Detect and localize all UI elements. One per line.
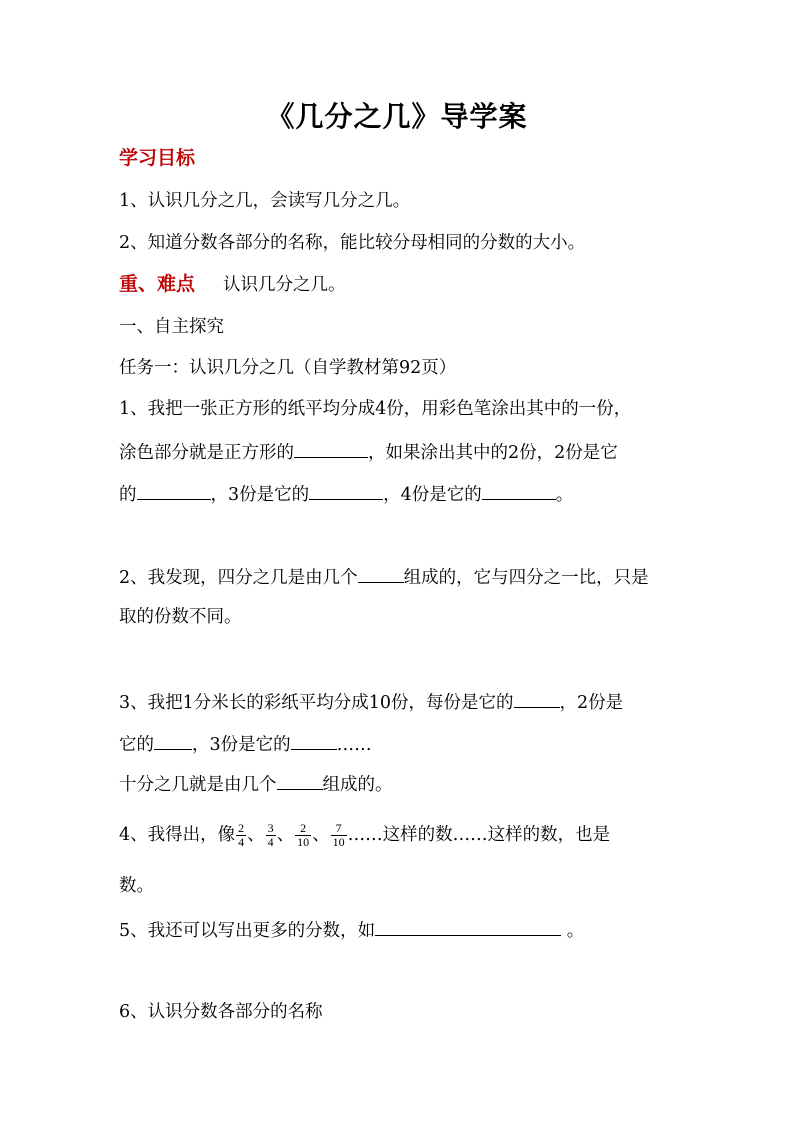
key-points-row [119,272,346,297]
q1-text: ，如果涂出其中的2份，2份是它 [368,443,618,463]
separator: 、 [312,825,330,845]
fraction [331,822,347,849]
objective-item-1: 1、认识几分之几，会读写几分之几。 [119,191,411,211]
q4-line-1 [119,820,610,850]
fraction-numerator: 7 [331,822,347,836]
answer-blank[interactable] [358,564,404,583]
page-title: 《几分之几》导学案 [266,100,528,133]
q3-text: ，2份是 [559,693,624,713]
answer-blank[interactable] [294,439,368,458]
q1-text: ，3份是它的 [210,485,310,505]
q1-line-2 [119,439,618,465]
answer-blank[interactable] [154,731,192,750]
answer-blank[interactable] [482,481,556,500]
q5-text: 5、我还可以写出更多的分数，如 [119,921,376,941]
q3-text: ，3份是它的 [192,735,291,755]
q3-text: 3、我把1分米长的彩纸平均分成10份，每份是它的 [119,693,514,713]
separator: 、 [276,825,295,845]
objective-item-2: 2、知道分数各部分的名称，能比较分母相同的分数的大小。 [119,233,586,253]
q6-heading: 6、认识分数各部分的名称 [119,1002,323,1022]
task-heading: 任务一：认识几分之几（自学教材第92页） [119,358,457,378]
q1-line-1: 1、我把一张正方形的纸平均分成4份，用彩色笔涂出其中的一份， [119,399,632,419]
q4-line-2: 数。 [119,876,154,896]
key-points-text: 认识几分之几。 [223,275,346,295]
q3-line-2 [119,731,372,757]
fraction [295,822,311,849]
answer-blank[interactable] [309,481,383,500]
q1-line-3 [119,481,573,507]
fraction-numerator: 2 [238,821,245,835]
q2-line-1 [119,564,649,590]
fraction-denominator: 10 [297,835,310,849]
q4-text: 4、我得出，像 [119,825,236,845]
q5-text: 。 [561,921,585,941]
q2-text: 组成的，它与四分之一比，只是 [403,568,649,588]
section-heading: 一、自主探究 [119,317,224,337]
q2-line-2: 取的份数不同。 [119,607,242,627]
q5-line [119,917,584,943]
fraction-denominator: 4 [267,835,274,849]
fraction [266,822,276,849]
separator: 、 [247,825,265,845]
fraction [236,822,246,849]
q3-text: 十分之几就是由几个 [119,775,277,795]
answer-blank[interactable] [291,731,337,750]
fraction-numerator: 3 [267,821,274,835]
answer-blank[interactable] [514,689,560,708]
fraction-denominator: 4 [238,835,245,849]
key-points-heading: 重、难点 [119,273,196,295]
q1-text: ，4份是它的 [383,485,482,505]
q3-text: 组成的。 [322,775,393,795]
q3-text: …… [336,735,372,755]
fraction-denominator: 10 [332,835,345,849]
q2-text: 2、我发现，四分之几是由几个 [119,568,358,588]
q3-text: 它的 [119,735,154,755]
q1-text: 涂色部分就是正方形的 [119,443,294,463]
fraction-numerator: 2 [295,822,311,836]
q3-line-3 [119,771,393,797]
q1-text: 的 [119,485,137,505]
q3-line-1 [119,689,623,715]
objectives-heading: 学习目标 [119,147,196,169]
answer-blank[interactable] [137,481,211,500]
q1-text: 。 [555,485,574,505]
answer-blank[interactable] [277,771,323,790]
answer-blank[interactable] [375,917,561,936]
q4-text: ……这样的数……这样的数，也是 [347,825,611,845]
